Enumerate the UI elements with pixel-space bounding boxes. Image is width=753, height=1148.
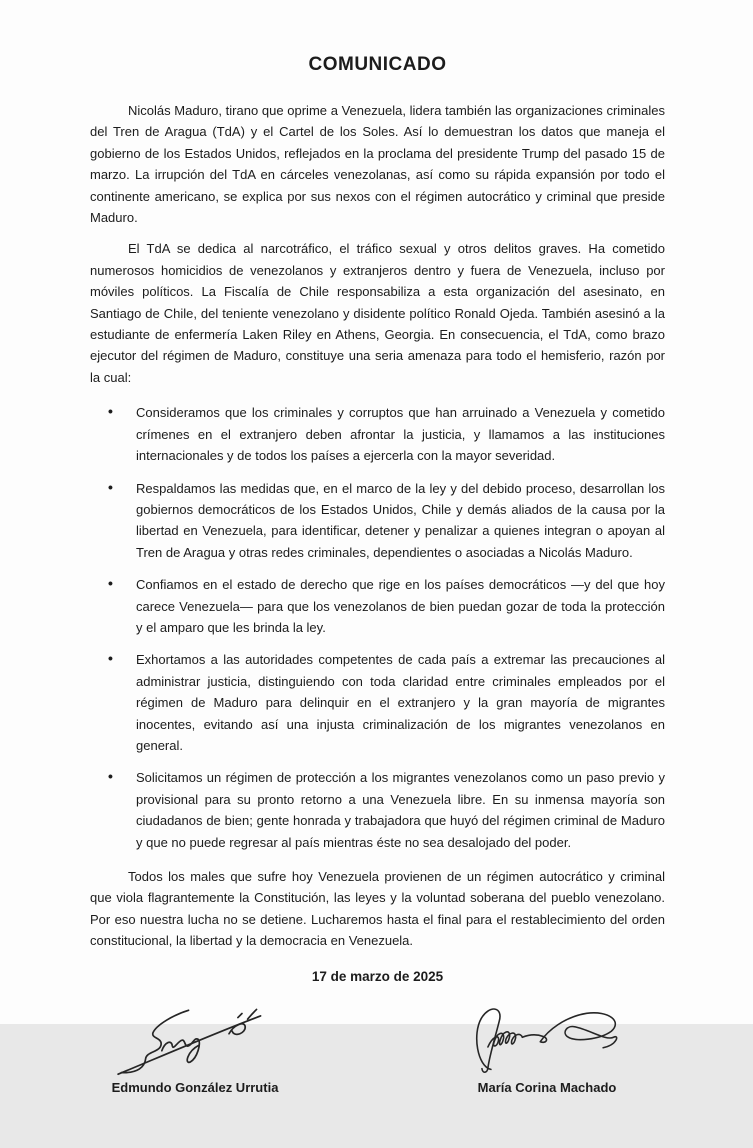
bullet-list xyxy=(90,402,665,853)
signature-block-maria xyxy=(412,998,682,1095)
document-title: COMUNICADO xyxy=(308,54,447,75)
signature-edmundo-gonzalez-icon xyxy=(60,998,330,1078)
signature-block-edmundo xyxy=(60,998,330,1095)
paragraph-closing: Todos los males que sufre hoy Venezuela provienen de un régimen autocrático y criminal que viola flagrantemente la Constitución, las leyes y la voluntad soberana del pueblo venezolano. Por eso nuestra lucha no se detiene. Lucharemos hasta el final para el restablecimiento del orden constitucional, la libertad y la democracia en Venezuela. xyxy=(90,869,665,949)
bullet-item-solicitamos: • Solicitamos un régimen de protección a los migrantes venezolanos como un paso previo y provisional para su pronto retorno a una Venezuela libre. En su inmensa mayoría son ciudadanos de bien; gente honrada y trabajadora que huyó del régimen criminal de Maduro y que no puede regresar al país mientras éste no sea desalojado del poder. xyxy=(136,767,665,853)
signature-name-maria: María Corina Machado xyxy=(477,1079,617,1095)
bullet-item-respaldamos: • Respaldamos las medidas que, en el marco de la ley y del debido proceso, desarrollan los gobiernos democráticos de los Estados Unidos, Chile y demás aliados de la causa por la libertad en Venezuela, para identificar, detener y penalizar a quienes integran o apoyan al Tren de Aragua y otras redes criminales, dependientes o asociadas a Nicolás Maduro. xyxy=(136,478,665,564)
signature-row xyxy=(90,998,665,1148)
signature-name-edmundo: Edmundo González Urrutia xyxy=(111,1079,279,1095)
paragraph-intro: Nicolás Maduro, tirano que oprime a Venezuela, lidera también las organizaciones criminales del Tren de Aragua (TdA) y el Cartel de los Soles. Así lo demuestran los datos que maneja el gobierno de los Estados Unidos, reflejados en la proclama del presidente Trump del pasado 15 de marzo. La irrupción del TdA en cárceles venezolanas, así como su rápida expansión por todo el continente americano, se explica por sus nexos con el régimen autocrático y criminal que preside Maduro. xyxy=(90,103,665,226)
date-line: 17 de marzo de 2025 xyxy=(311,968,444,984)
bullet-item-exhortamos: • Exhortamos a las autoridades competentes de cada país a extremar las precauciones al administrar justicia, distinguiendo con toda claridad entre criminales empleados por el régimen de Maduro para delinquir en el extranjero y la gran mayoría de migrantes inocentes, evitando así una injusta criminalización de los migrantes venezolanos en general. xyxy=(136,649,665,756)
bullet-item-confiamos: • Confiamos en el estado de derecho que rige en los países democráticos —y del que hoy carece Venezuela— para que los venezolanos de bien puedan gozar de toda la protección y el amparo que les brinda la ley. xyxy=(136,574,665,638)
paragraph-tda: El TdA se dedica al narcotráfico, el tráfico sexual y otros delitos graves. Ha cometido numerosos homicidios de venezolanos y extranjeros dentro y fuera de Venezuela, incluso por móviles políticos. La Fiscalía de Chile responsabiliza a esta organización del asesinato, en Santiago de Chile, del teniente venezolano y disidente político Ronald Ojeda. También asesinó a la estudiante de enfermería Laken Riley en Athens, Georgia. En consecuencia, el TdA, como brazo ejecutor del régimen de Maduro, constituye una seria amenaza para todo el hemisferio, razón por la cual: xyxy=(90,241,665,385)
bullet-item-consideramos: • Consideramos que los criminales y corruptos que han arruinado a Venezuela y cometido crímenes en el extranjero deben afrontar la justicia, y llamamos a las instituciones internacionales y de todos los países a ejercerla con la mayor severidad. xyxy=(136,402,665,466)
signature-maria-corina-machado-icon xyxy=(412,998,682,1078)
